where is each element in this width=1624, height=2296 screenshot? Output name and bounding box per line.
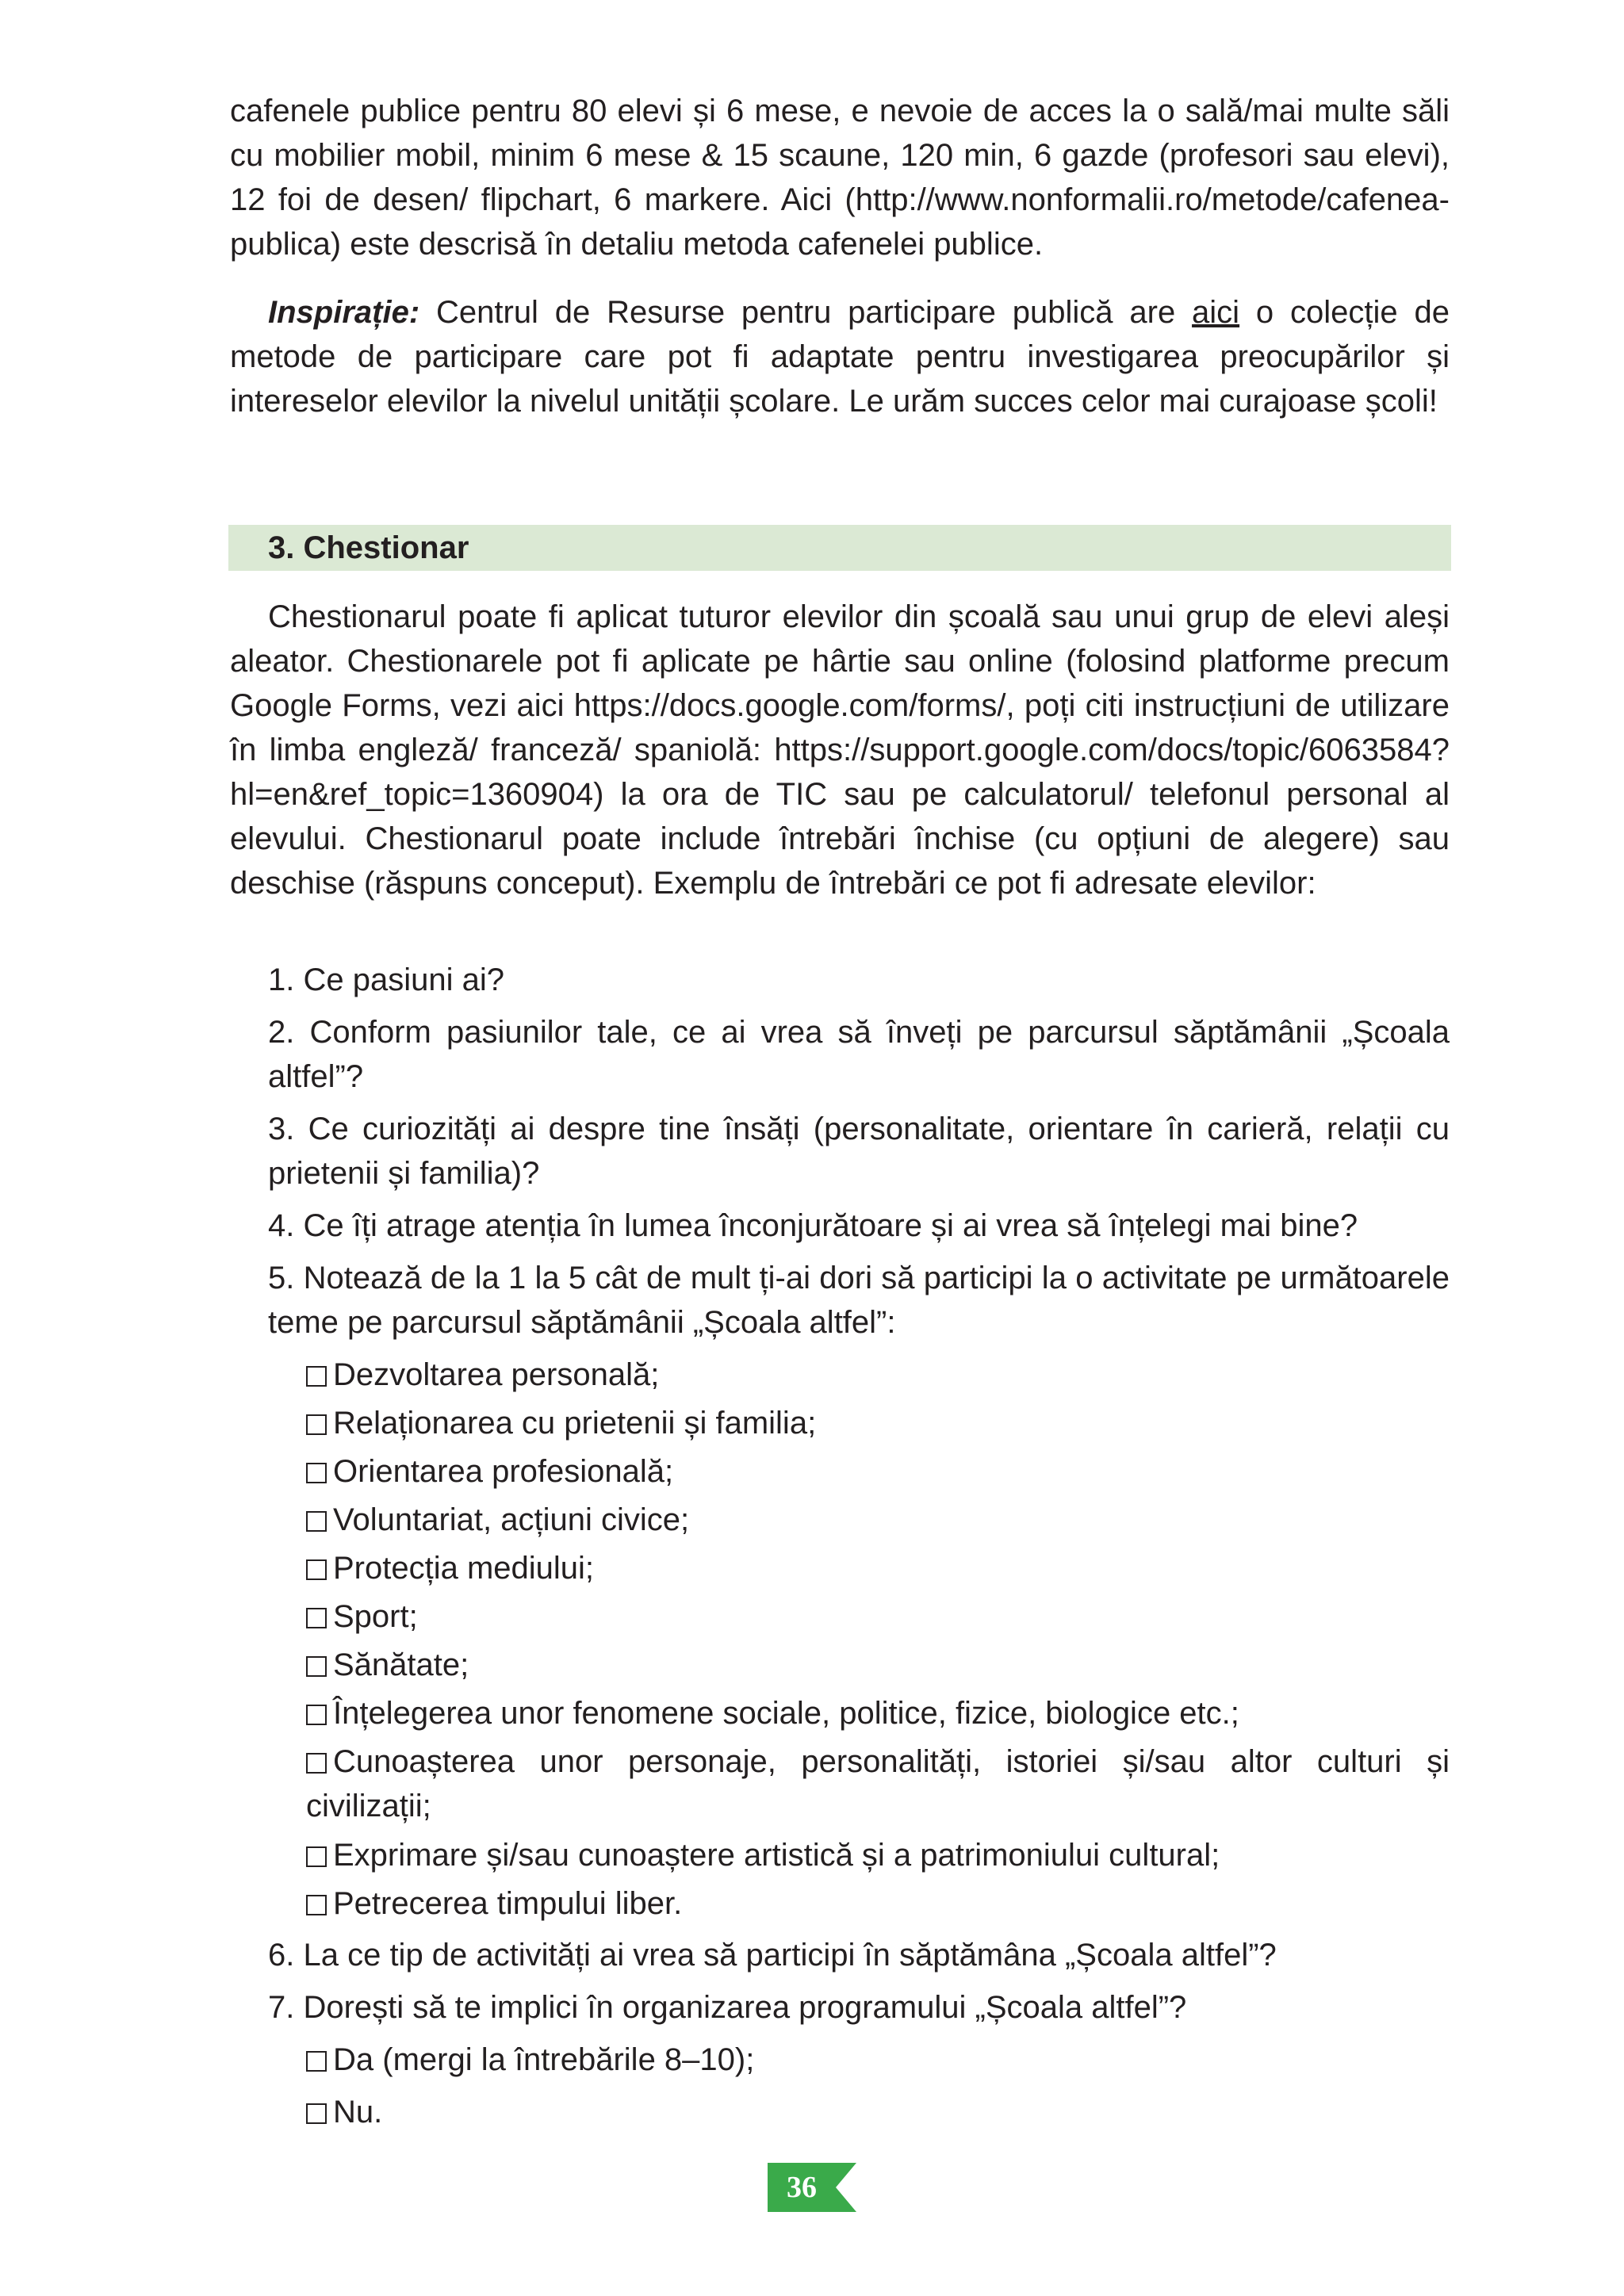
option-item: Nu. <box>306 2090 1450 2134</box>
checkbox-icon[interactable] <box>306 1414 327 1435</box>
option-item: Sport; <box>306 1594 1450 1639</box>
inspiration-text-post: o colecție de metode de participare care pot fi adaptate pentru investigarea preocupărilor și intereselor elevilor la nivelul unității școlare. Le urăm succes celor mai curajoase școli! <box>230 295 1450 419</box>
section-body <box>230 595 1450 905</box>
inspiration-text-pre: Centrul de Resurse pentru participare publică are <box>436 295 1176 330</box>
option-item: Cunoașterea unor personaje, personalități, istoriei și/sau altor culturi și civilizații; <box>306 1744 1450 1823</box>
checkbox-icon[interactable] <box>306 1753 327 1774</box>
inspiration-link[interactable]: aici <box>1192 295 1240 330</box>
option-item: Relaționarea cu prietenii și familia; <box>306 1401 1450 1445</box>
checkbox-icon[interactable] <box>306 1559 327 1580</box>
option-item: Dezvoltarea personală; <box>306 1353 1450 1397</box>
question-3: 3. Ce curiozități ai despre tine însăți (personalitate, orientare în carieră, relații cu prietenii și familia)? <box>268 1112 1450 1191</box>
inspiration-label: Inspirație: <box>268 295 420 330</box>
page-number-badge <box>768 2163 856 2212</box>
checkbox-icon[interactable] <box>306 2103 327 2124</box>
option-item: Protecția mediului; <box>306 1546 1450 1590</box>
inspiration-paragraph <box>230 290 1450 423</box>
checkbox-icon[interactable] <box>306 1656 327 1677</box>
checkbox-icon[interactable] <box>306 1705 327 1725</box>
option-item: Exprimare și/sau cunoaștere artistică și a patrimoniului cultural; <box>306 1833 1450 1877</box>
checkbox-icon[interactable] <box>306 1608 327 1628</box>
page-number: 36 <box>787 2171 817 2204</box>
question-2: 2. Conform pasiunilor tale, ce ai vrea să înveți pe parcursul săptămânii „Școala altfel”? <box>268 1015 1450 1094</box>
checkbox-icon[interactable] <box>306 2051 327 2072</box>
question-4: 4. Ce îți atrage atenția în lumea înconjurătoare și ai vrea să înțelegi mai bine? <box>268 1208 1358 1243</box>
option-item: Da (mergi la întrebările 8–10); <box>306 2038 1450 2082</box>
checkbox-icon[interactable] <box>306 1895 327 1915</box>
section-body-text: Chestionarul poate fi aplicat tuturor elevilor din școală sau unui grup de elevi aleși aleator. Chestionarele pot fi aplicate pe hârtie sau online (folosind platforme precum Google Forms, vezi aici https://docs.google.com/forms/, poți citi instrucțiuni de utilizare în limba engleză/ franceză/ spaniolă: https://support.google.com/docs/topic/6063584?hl=en&ref_topic=1360904) la ora de TIC sau pe calculatorul/ telefonul personal al elevului. Chestionarul poate include întrebări închise (cu opțiuni de alegere) sau deschise (răspuns conceput). Exemplu de întrebări ce pot fi adresate elevilor: <box>230 599 1450 901</box>
checkbox-icon[interactable] <box>306 1846 327 1867</box>
checkbox-icon[interactable] <box>306 1366 327 1387</box>
section-title: 3. Chestionar <box>268 530 469 565</box>
option-item: Petrecerea timpului liber. <box>306 1881 1450 1926</box>
question-1: 1. Ce pasiuni ai? <box>268 962 504 997</box>
option-item: Orientarea profesională; <box>306 1449 1450 1494</box>
checkbox-icon[interactable] <box>306 1463 327 1483</box>
question-5: 5. Notează de la 1 la 5 cât de mult ți-ai dori să participi la o activitate pe următoarele teme pe parcursul săptămânii „Școala altfel”: <box>268 1261 1450 1340</box>
option-item: Voluntariat, acțiuni civice; <box>306 1498 1450 1542</box>
checkbox-icon[interactable] <box>306 1511 327 1532</box>
question-6: 6. La ce tip de activități ai vrea să participi în săptămâna „Școala altfel”? <box>268 1938 1277 1973</box>
intro-paragraph <box>230 89 1450 266</box>
option-item: Sănătate; <box>306 1643 1450 1687</box>
option-item: Înțelegerea unor fenomene sociale, politice, fizice, biologice etc.; <box>306 1691 1450 1735</box>
intro-text: cafenele publice pentru 80 elevi și 6 mese, e nevoie de acces la o sală/mai multe săli cu mobilier mobil, minim 6 mese & 15 scaune, 120 min, 6 gazde (profesori sau elevi), 12 foi de desen/ flipchart, 6 markere. Aici (http://www.nonformalii.ro/metode/cafenea-publica) este descrisă în detaliu metoda cafenelei publice. <box>230 94 1450 262</box>
question-7: 7. Dorești să te implici în organizarea programului „Școala altfel”? <box>268 1990 1187 2025</box>
